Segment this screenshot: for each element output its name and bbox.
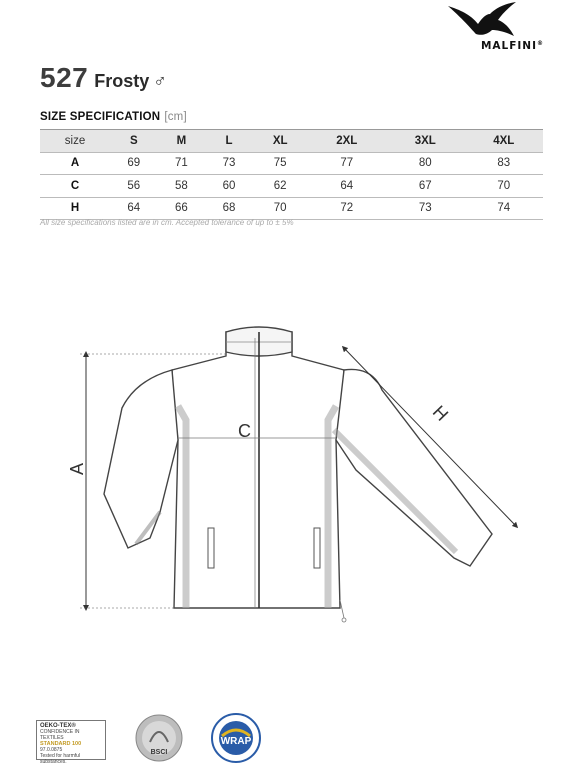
column-header: L (205, 130, 253, 153)
dimension-label: C (40, 175, 110, 198)
table-row (40, 175, 543, 198)
tolerance-note: All size specifications listed are in cm. Accepted tolerance of up to ± 5% (40, 218, 294, 227)
table-cell: 77 (308, 152, 386, 175)
brand-name: MALFINI® (480, 40, 544, 52)
table-cell: 64 (308, 175, 386, 198)
table-cell: 71 (158, 152, 206, 175)
size-spec-heading: SIZE SPECIFICATION [cm] (40, 111, 187, 123)
jacket-sleeve-left (104, 370, 178, 548)
table-cell: 73 (205, 152, 253, 175)
table-cell: 62 (253, 175, 308, 198)
table-cell: 73 (386, 197, 464, 220)
table-row (40, 152, 543, 175)
table-cell: 58 (158, 175, 206, 198)
column-header: size (40, 130, 110, 153)
wrap-logo (208, 712, 264, 764)
size-spec-unit: [cm] (164, 111, 187, 123)
size-table (40, 129, 543, 220)
table-cell: 80 (386, 152, 464, 175)
label-a: A (67, 462, 87, 475)
table-cell: 70 (464, 175, 543, 198)
column-header: S (110, 130, 158, 153)
label-h: H (428, 401, 453, 425)
table-cell: 60 (205, 175, 253, 198)
table-row (40, 197, 543, 220)
column-header: 4XL (464, 130, 543, 153)
table-cell: 69 (110, 152, 158, 175)
column-header: 2XL (308, 130, 386, 153)
column-header: M (158, 130, 206, 153)
table-cell: 72 (308, 197, 386, 220)
jacket-sleeve-right (336, 369, 492, 566)
column-header: XL (253, 130, 308, 153)
table-cell: 67 (386, 175, 464, 198)
certification-logos (36, 712, 276, 764)
wrap-label: WRAP (220, 736, 252, 747)
bsci-label: BSCI (150, 749, 168, 756)
jacket-diagram (56, 320, 526, 630)
table-cell: 70 (253, 197, 308, 220)
jacket-body (172, 332, 344, 608)
product-title (40, 62, 167, 96)
table-cell: 74 (464, 197, 543, 220)
table-cell: 66 (158, 197, 206, 220)
product-number: 527 (40, 62, 89, 93)
dimension-label: H (40, 197, 110, 220)
eagle-icon (446, 0, 536, 40)
table-cell: 75 (253, 152, 308, 175)
label-c: C (238, 421, 251, 441)
column-header: 3XL (386, 130, 464, 153)
size-table-header (40, 130, 543, 153)
bsci-logo (134, 712, 184, 764)
oeko-tex-logo: OEKO-TEX® CONFIDENCE IN TEXTILES STANDARD 100 97.0.0875 Tested for harmful substances. (36, 720, 106, 760)
product-name: Frosty (94, 71, 150, 91)
table-cell: 64 (110, 197, 158, 220)
brand-logo (444, 0, 544, 56)
table-cell: 68 (205, 197, 253, 220)
dimension-label: A (40, 152, 110, 175)
male-icon: ♂ (153, 71, 167, 91)
table-cell: 83 (464, 152, 543, 175)
table-cell: 56 (110, 175, 158, 198)
